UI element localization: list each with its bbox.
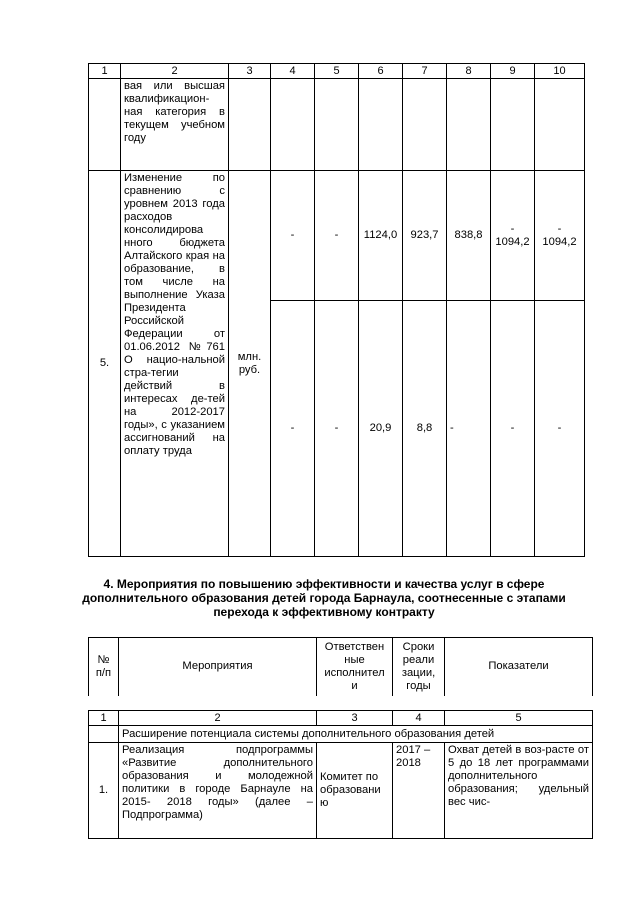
column-number-row	[89, 64, 585, 79]
value-cell: -	[271, 301, 315, 557]
table-row	[89, 171, 585, 301]
unit-cell: млн. руб.	[229, 171, 271, 557]
col-header-executors: Ответствен ные исполнител и	[317, 638, 393, 696]
section-title: 4. Мероприятия по повышению эффективности и качества услуг в сфере дополнительного образования детей города Барнаула, соотнесенные с этапами перехода к эффективному контракту	[82, 577, 566, 619]
value-cell: 20,9	[359, 301, 403, 557]
value-cell: -	[535, 301, 585, 557]
value-cell: 8,8	[403, 301, 447, 557]
value-cell: -	[271, 171, 315, 301]
executor-text: Комитет по образовани ю	[317, 743, 393, 839]
col-header: 6	[359, 64, 403, 79]
col-header: 4	[393, 711, 445, 726]
period-text: 2017 – 2018	[393, 743, 445, 839]
value-cell: - 1094,2	[491, 171, 535, 301]
col-header: 4	[271, 64, 315, 79]
col-header: 8	[447, 64, 491, 79]
indicator-text: Охват детей в воз-расте от 5 до 18 лет программами дополнительного образования; удельный вес чис-	[445, 743, 593, 839]
indicator-text: Изменение по сравнению с уровнем 2013 года расходов консолидирова нного бюджета Алтайского края на образование, в том числе на выполнение Указа Президента Российской Федерации от 01.06.2012 №761 О нацио-нальной стра-тегии действий в интересах де-тей на 2012-2017 годы», с указанием ассигнований на оплату труда	[121, 171, 229, 557]
measure-text: Реализация подпрограммы «Развитие дополнительного образования и молодежной политики в городе Барнауле на 2015- 2018 годы» (далее – Подпрограмма)	[119, 743, 317, 839]
col-header: 10	[535, 64, 585, 79]
col-header-measures: Мероприятия	[119, 638, 317, 696]
value-cell: -	[315, 171, 359, 301]
col-header: 5	[315, 64, 359, 79]
col-header: 7	[403, 64, 447, 79]
value-cell: 1124,0	[359, 171, 403, 301]
value-cell: - 1094,2	[535, 171, 585, 301]
col-header: 5	[445, 711, 593, 726]
col-header-number: № п/п	[89, 638, 119, 696]
column-number-row	[89, 711, 593, 726]
measures-table	[88, 710, 593, 839]
col-header: 1	[89, 711, 119, 726]
value-cell: -	[315, 301, 359, 557]
col-header: 3	[317, 711, 393, 726]
value-cell: 923,7	[403, 171, 447, 301]
table-row	[89, 743, 593, 839]
table-row	[89, 79, 585, 171]
col-header: 3	[229, 64, 271, 79]
indicators-table	[88, 63, 585, 557]
row-number: 1.	[89, 743, 119, 839]
value-cell: -	[447, 301, 491, 557]
value-cell: -	[491, 301, 535, 557]
indicator-text: вая или высшая квалификацион-ная категория в текущем учебном году	[121, 79, 229, 171]
col-header: 1	[89, 64, 121, 79]
col-header: 2	[119, 711, 317, 726]
col-header: 9	[491, 64, 535, 79]
table-row	[89, 726, 593, 743]
row-number: 5.	[89, 171, 121, 557]
measures-header-table	[88, 637, 593, 696]
col-header: 2	[121, 64, 229, 79]
group-heading: Расширение потенциала системы дополнительного образования детей	[119, 726, 593, 743]
col-header-period: Сроки реали зации, годы	[393, 638, 445, 696]
col-header-indicators: Показатели	[445, 638, 593, 696]
table-header-row	[89, 638, 593, 696]
value-cell: 838,8	[447, 171, 491, 301]
